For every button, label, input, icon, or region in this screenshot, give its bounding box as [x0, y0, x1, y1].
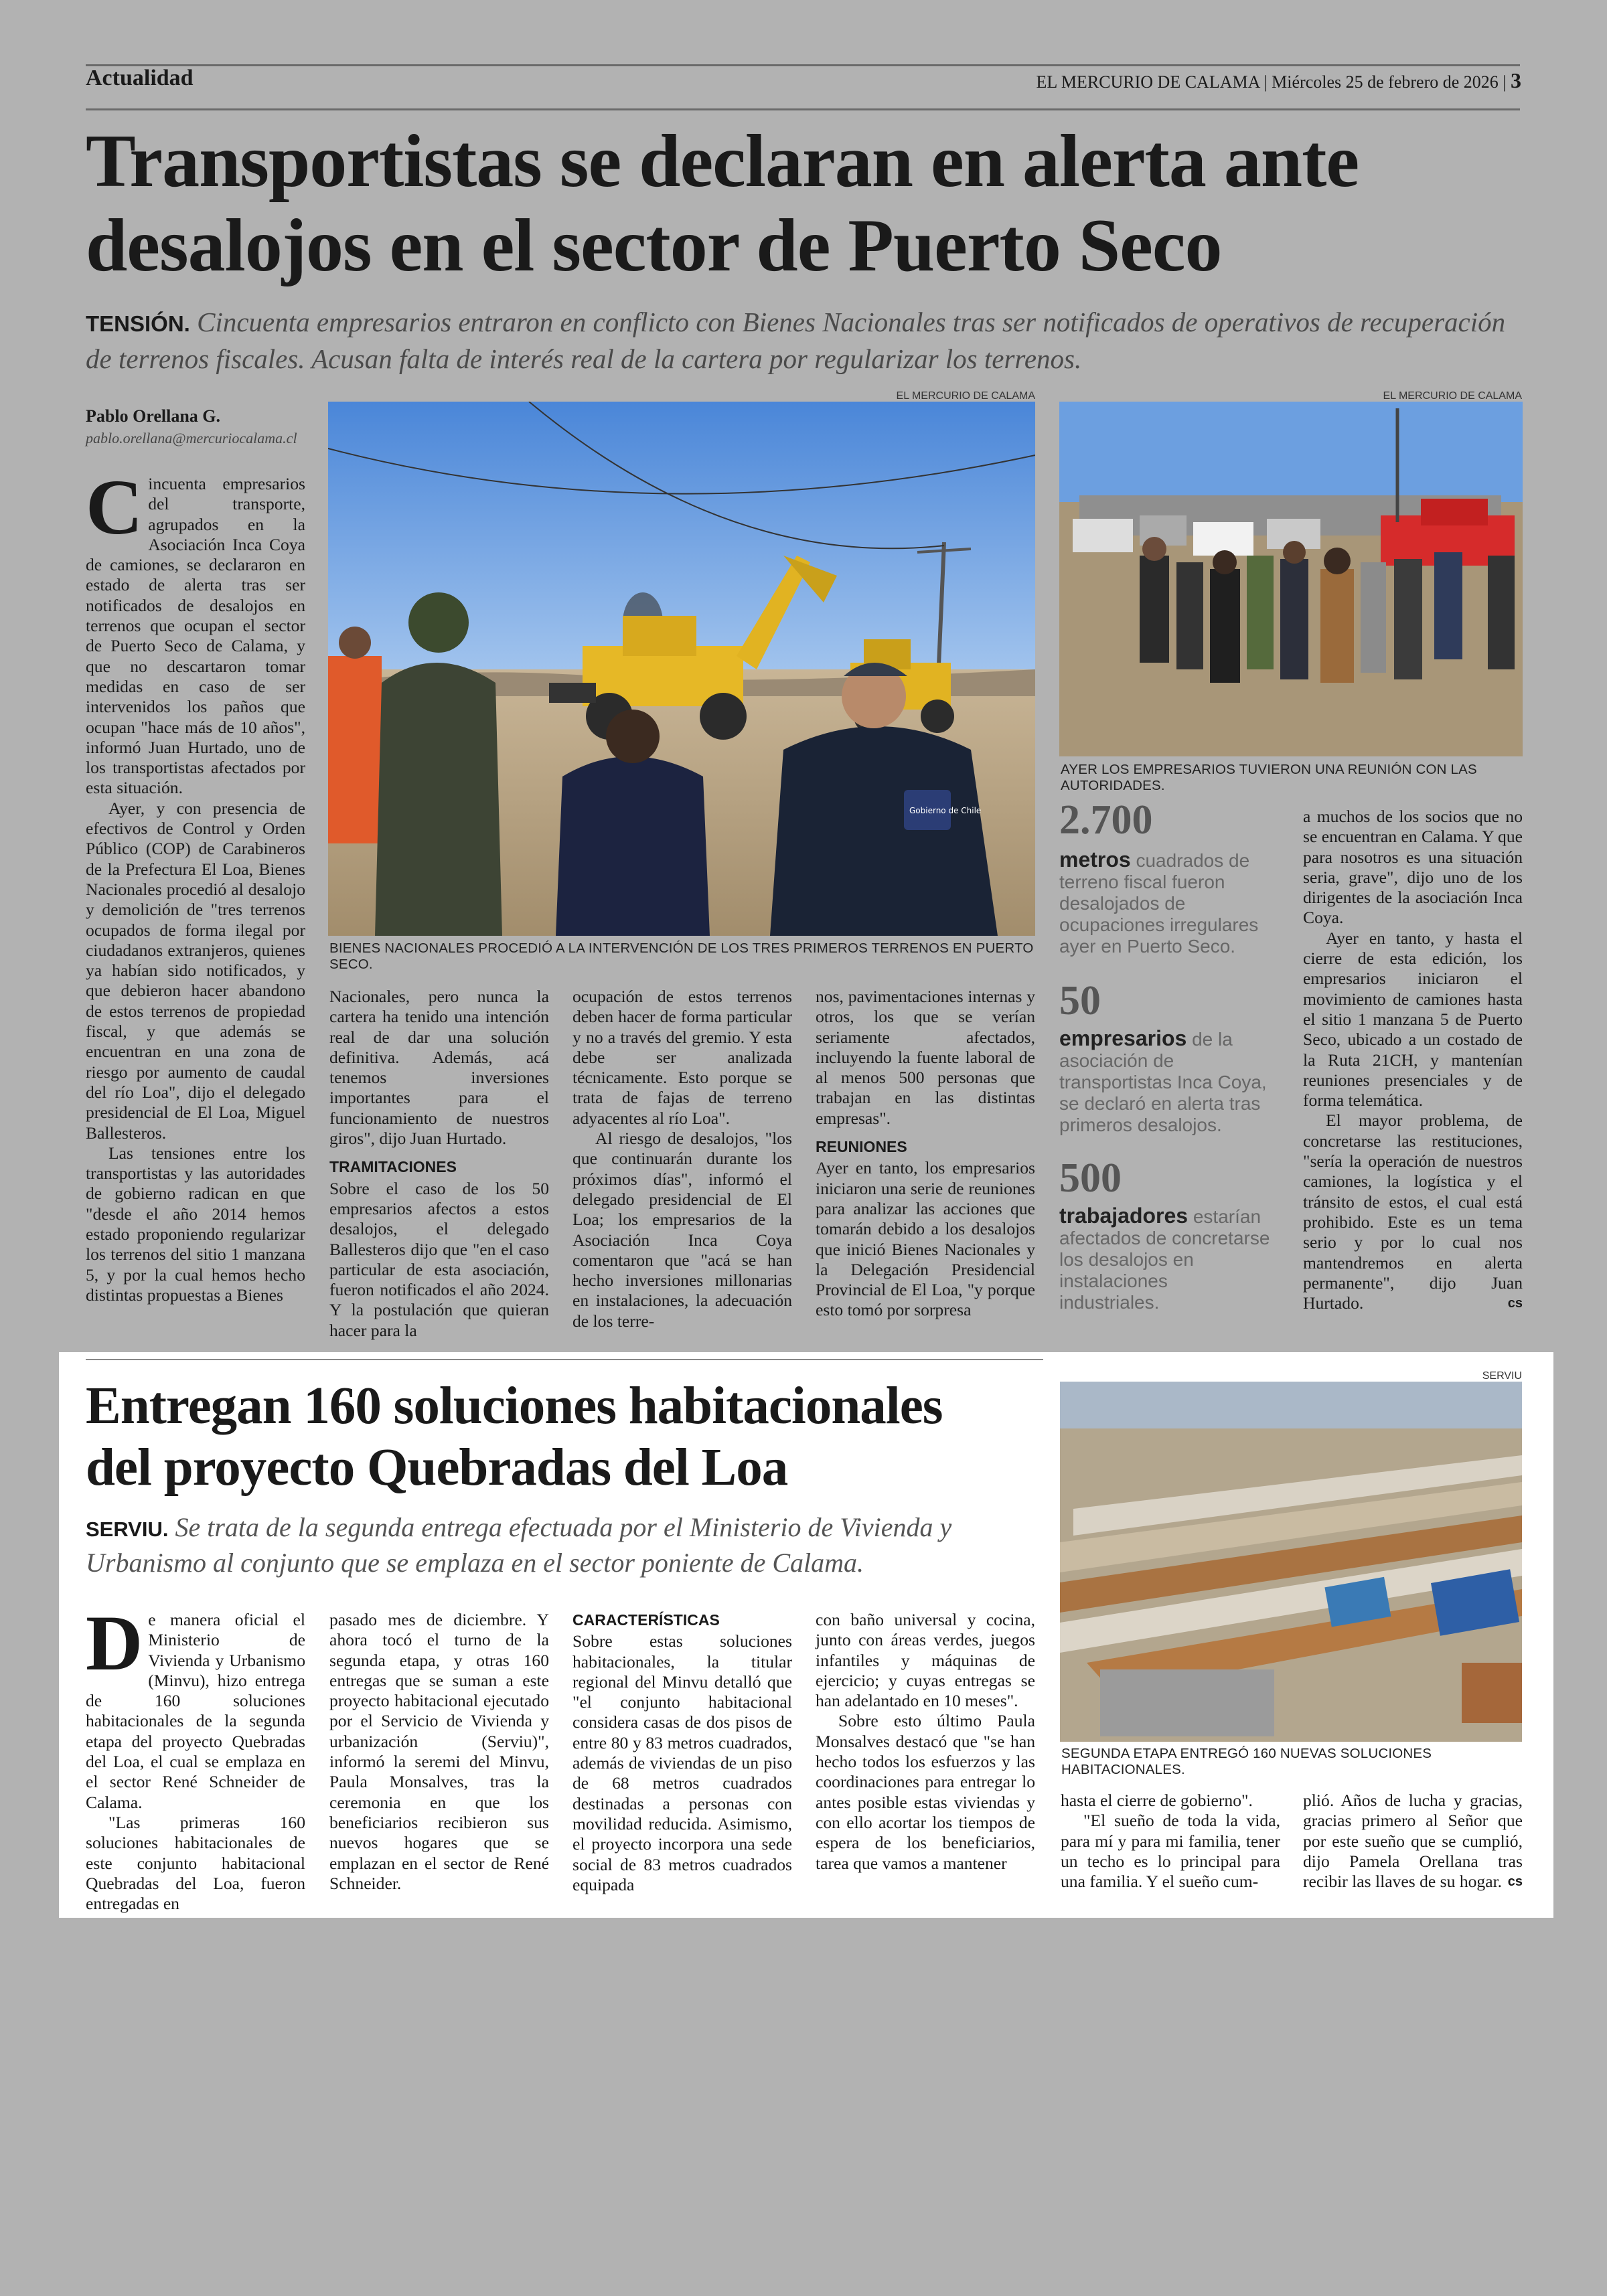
headline-line-2: del proyecto Quebradas del Loa — [86, 1439, 788, 1497]
header-rule — [86, 108, 1520, 110]
photo1-caption: BIENES NACIONALES PROCEDIÓ A LA INTERVENCIÓN DE LOS TRES PRIMEROS TERRENOS EN PUERTO SECO. — [329, 940, 1034, 972]
paragraph: "Las primeras 160 soluciones habitacionales de este conjunto habitacional Quebradas del Loa, fueron entregadas en — [86, 1812, 305, 1914]
photo-illustration — [1060, 1382, 1522, 1742]
article1-deck — [86, 305, 1520, 376]
article2-column-1 — [86, 1599, 305, 1914]
paragraph: pasado mes de diciembre. Y ahora tocó el turno de la segunda etapa, y otras 160 entregas que se suman a este proyecto habitacional ejecutado por el Servicio de Vivienda y urbanización (Serviu)", informó la seremi del Minvu, Paula Monsalves, tras la ceremonia en que los beneficiarios recibieron sus nuevos hogares que se emplazan en el sector de René Schneider. — [329, 1610, 549, 1893]
paragraph: a muchos de los socios que no se encuentran en Calama. Y que para nosotros es una situación seria, grave", dijo uno de los dirigentes de la asociación Inca Coya. — [1303, 807, 1523, 928]
paragraph: con baño universal y cocina, junto con áreas verdes, juegos infantiles y máquinas de ejercicio; y cuyas entregas se han adelantado en 10 meses". — [816, 1610, 1035, 1711]
paragraph: Sobre el caso de los 50 empresarios afectos a estos desalojos, el delegado Ballesteros dijo que "en el caso particular de esta asociación, fueron notificados el año 2024. Y la postulación que quieran hacer para la — [329, 1178, 549, 1340]
photo2-caption: AYER LOS EMPRESARIOS TUVIERON UNA REUNIÓN CON LAS AUTORIDADES. — [1061, 762, 1477, 793]
photo2-credit: EL MERCURIO DE CALAMA — [1383, 390, 1522, 402]
article1-column-2 — [329, 987, 549, 1341]
author-name: Pablo Orellana G. — [86, 406, 221, 426]
end-mark: cs — [1507, 1874, 1523, 1890]
paragraph: Ayer en tanto, y hasta el cierre de esta edición, los empresarios iniciaron el movimiento de camiones hasta el sitio 1 manzana 5 de Puerto Seco, ubicado a un costado de la Ruta 21CH, y mantenían reuniones presenciales y de forma telemática. — [1303, 928, 1523, 1111]
end-mark: cs — [1507, 1296, 1523, 1311]
paragraph: Ayer en tanto, los empresarios iniciaron una serie de reuniones para analizar las acciones que tomarán debido a los desalojos que inició Bienes Nacionales y la Delegación Presidencial Provincial de El Loa, "y porque esto tomó por sorpresa — [816, 1158, 1035, 1320]
article1-column-6 — [1303, 807, 1523, 1313]
article1-headline — [86, 119, 1525, 288]
article2-column-3 — [572, 1610, 792, 1895]
paragraph — [1303, 1791, 1523, 1892]
headline-line-1: Entregan 160 soluciones habitacionales — [86, 1377, 943, 1435]
photo-bulldozer-demolition — [328, 402, 1035, 936]
paragraph: Sobre estas soluciones habitacionales, la titular regional del Minvu detalló que "el conjunto habitacional considera casas de dos pisos de entre 80 y 83 metros cuadrados, además de viviendas de un piso de 68 metros cuadrados destinadas a personas con movilidad reducida. Asimismo, el proyecto incorpora una sede social de 83 metros cuadrados equipada — [572, 1631, 792, 1894]
photo3-caption: SEGUNDA ETAPA ENTREGÓ 160 NUEVAS SOLUCIONES HABITACIONALES. — [1061, 1746, 1432, 1777]
drop-cap: C — [86, 463, 143, 551]
stat-text: estarían afectados de concretarse los desalojos en instalaciones industriales. — [1059, 1206, 1270, 1313]
paragraph — [86, 463, 305, 799]
photo-meeting-authorities — [1059, 402, 1523, 756]
warehouse — [1100, 1669, 1274, 1736]
subhead-reuniones: REUNIONES — [816, 1138, 907, 1156]
paragraph-text: e manera oficial el Ministerio de Vivienda y Urbanismo (Minvu), hizo entrega de 160 soluciones habitacionales de la segunda etapa del proyecto Quebradas del Loa, el cual se emplaza en el sector René Schneider de Calama. — [86, 1610, 305, 1812]
stat-text: cuadrados de terreno fiscal fueron desalojados de ocupaciones irregulares ayer en Puerto Seco. — [1059, 850, 1259, 957]
page-separator: | — [1503, 72, 1511, 92]
author-email: pablo.orellana@mercuriocalama.cl — [86, 430, 297, 446]
photo3-credit: SERVIU — [1482, 1370, 1522, 1382]
paragraph: Las tensiones entre los transportistas y las autoridades de gobierno radican en que "desde el año 2014 hemos estado proponiendo regularizar los terrenos del sitio 1 manzana 5, y por la cual hemos hecho distintas propuestas a Bienes — [86, 1143, 305, 1305]
photo1-credit: EL MERCURIO DE CALAMA — [896, 390, 1035, 402]
paragraph — [86, 1599, 305, 1813]
paragraph: Ayer, y con presencia de efectivos de Control y Orden Público (COP) de Carabineros de la Prefectura El Loa, Bienes Nacionales procedió al desalojo y demolición de "tres terrenos ocupados de forma ilegal por ciudadanos extranjeros, quienes ya habían sido notificados, y que debieron hacer abandono de estos terrenos de propiedad fiscal, y que además se encuentran en una zona de riesgo por aumento de caudal del río Loa", dijo el delegado presidencial de El Loa, Miguel Ballesteros. — [86, 798, 305, 1143]
deck-text: Cincuenta empresarios entraron en conflicto con Bienes Nacionales tras ser notificados de operativos de recuperación de terrenos fiscales. Acusan falta de interés real de la cartera por regularizar los terrenos. — [86, 307, 1506, 374]
article1-column-3 — [572, 987, 792, 1331]
photo-aerial-housing — [1060, 1382, 1522, 1742]
paragraph — [1303, 1111, 1523, 1313]
paragraph: hasta el cierre de gobierno". — [1061, 1791, 1253, 1810]
article1-column-4 — [816, 987, 1035, 1321]
stat-lead: empresarios — [1059, 1026, 1187, 1050]
article2-headline — [86, 1376, 1057, 1499]
stat-text: de la asociación de transportistas Inca Coya, se declaró en alerta tras primeros desalojos. — [1059, 1029, 1267, 1135]
paragraph: Al riesgo de desalojos, "los que continuarán durante los próximos días", informó el delegado presidencial de El Loa; los empresarios de la Asociación Inca Coya comentaron que "acá se han hecho inversiones millonarias en instalaciones, la adecuación de los terre- — [572, 1129, 792, 1331]
photo-illustration — [328, 402, 1035, 936]
section-label: Actualidad — [86, 66, 194, 90]
paragraph: Sobre esto último Paula Monsalves destacó que "se han hecho todos los esfuerzos y las coordinaciones para entregar lo antes posible estas viviendas y con ello acortar los tiempos de espera de los beneficiarios, tarea que vamos a mantener — [816, 1711, 1035, 1873]
paragraph: ocupación de estos terrenos deben hacer de forma particular y no a través del gremio. Y esta debe ser analizada técnicamente. Esto porque se trata de fajas de terreno adyacentes al río Loa". — [572, 987, 792, 1128]
newspaper-name: EL MERCURIO DE CALAMA — [1036, 72, 1259, 92]
stat-description — [1059, 1205, 1272, 1313]
stat-lead: trabajadores — [1059, 1204, 1189, 1228]
paragraph: nos, pavimentaciones internas y otros, los que se verían seriamente afectados, incluyendo la fuente laboral de al menos 500 personas que trabajan en las distintas empresas". — [816, 987, 1035, 1128]
subhead-tramitaciones: TRAMITACIONES — [329, 1158, 457, 1176]
article1-column-1 — [86, 463, 305, 1305]
deck-kicker: TENSIÓN. — [86, 311, 190, 336]
headline-line-2: desalojos en el sector de Puerto Seco — [86, 204, 1222, 287]
article2-column-4 — [816, 1610, 1035, 1874]
stat-number: 50 — [1059, 978, 1101, 1023]
deck-text: Se trata de la segunda entrega efectuada por el Ministerio de Vivienda y Urbanismo al conjunto que se emplaza en el sector poniente de Calama. — [86, 1512, 952, 1578]
paragraph-text: plió. Años de lucha y gracias, gracias primero al Señor que por este sueño que se cumplió, dijo Pamela Orellana tras recibir las llaves de su hogar. — [1303, 1791, 1523, 1892]
drop-cap: D — [86, 1599, 143, 1687]
masthead-separator: | — [1264, 72, 1272, 92]
paragraph: "El sueño de toda la vida, para mí y para mi familia, tener un techo es lo principal para una familia. Y el sueño cum- — [1061, 1811, 1280, 1892]
page-number: 3 — [1511, 68, 1521, 92]
stat-lead: metros — [1059, 847, 1131, 872]
article2-top-rule — [86, 1359, 1043, 1360]
stat-number: 2.700 — [1059, 797, 1153, 843]
article2-deck — [86, 1511, 1043, 1580]
article2-column-2 — [329, 1610, 549, 1894]
subhead-caracteristicas: CARACTERÍSTICAS — [572, 1611, 720, 1629]
paragraph-text: El mayor problema, de concretarse las restituciones, "sería la operación de nuestros camiones, la logística y el tránsito de estos, el cual está prohibido. Este es un tema serio y por lo cual nos mantendremos en alerta permanente", dijo Juan Hurtado. — [1303, 1111, 1523, 1313]
article2-column-6 — [1303, 1791, 1523, 1892]
deck-kicker: SERVIU. — [86, 1518, 169, 1541]
photo-illustration — [1059, 402, 1523, 756]
masthead — [1037, 68, 1521, 93]
stat-description — [1059, 849, 1272, 957]
stat-description — [1059, 1028, 1272, 1136]
top-rule — [86, 64, 1520, 66]
article2-column-5 — [1061, 1791, 1280, 1892]
paragraph-text: incuenta empresarios del transporte, agrupados en la Asociación Inca Coya de camiones, se declararon en estado de alerta tras ser notificados de desalojos en terrenos que ocupan el sector de Puerto Seco de Calama, y que no descartaron tomar medidas en caso de ser intervenidos los paños que ocupan "hace más de 10 años", informó Juan Hurtado, uno de los transportistas afectados por esta situación. — [86, 474, 305, 798]
headline-line-1: Transportistas se declaran en alerta ante — [86, 120, 1359, 203]
stat-number: 500 — [1059, 1155, 1122, 1201]
paragraph: Nacionales, pero nunca la cartera ha tenido una intención real de dar una solución definitiva. Además, acá tenemos inversiones importantes para el funcionamiento de nuestros giros", dijo Juan Hurtado. — [329, 987, 549, 1149]
issue-date: Miércoles 25 de febrero de 2026 — [1272, 72, 1499, 92]
vest-logo-text: Gobierno de Chile — [909, 806, 982, 815]
